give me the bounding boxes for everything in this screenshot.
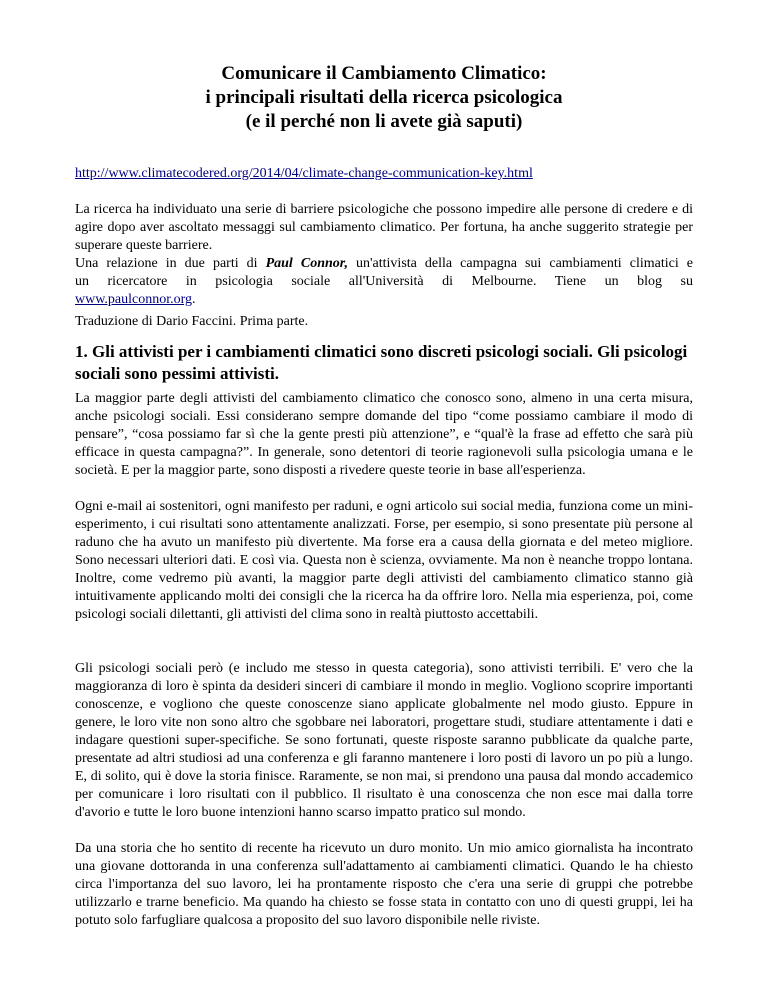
title-line-2: i principali risultati della ricerca psicologica — [205, 87, 563, 108]
author-name: Paul Connor, — [265, 256, 348, 271]
section-1-paragraph-4: Da una storia che ho sentito di recente ha ricevuto un duro monito. Un mio amico giornalista ha incontrato una giovane dottoranda in una conferenza sull'adattamento ai cambiamenti climatici. Quando le ha chiesto circa l'importanza del suo lavoro, lei ha prontamente risposto che c'era una serie di gruppi che potrebbe utilizzarlo e trarne beneficio. Ma quando ha chiesto se fosse stata in contatto con uno di questi gruppi, lei ha potuto solo farfugliare qualcosa a proposito del suo lavoro disponibile nelle riviste. — [75, 841, 693, 928]
document-title — [75, 62, 693, 134]
author-line-prefix: Una relazione in due parti di — [75, 256, 266, 271]
section-1-paragraph-1: La maggior parte degli attivisti del cambiamento climatico che conosco sono, almeno in una certa misura, anche psicologi sociali. Essi considerano sempre domande del tipo “come possiamo cambiare il modo di pensare”, “cosa possiamo far sì che la gente presti più attenzione”, e “qual'è la frase ad effetto che sarà più efficace in questa campagna?”. In generale, sono detentori di teorie ragionevoli sulla psicologia umana e le società. E per la maggior parte, sono disposti a rivedere queste teorie in base all'esperienza. — [75, 391, 693, 478]
author-line-suffix: un'attivista della campagna sui cambiamenti climatici e — [347, 256, 693, 271]
author-line — [75, 255, 693, 273]
intro-block — [75, 201, 693, 309]
blog-line — [75, 291, 693, 309]
researcher-line: un ricercatore in psicologia sociale all'Università di Melbourne. Tiene un blog su — [75, 274, 693, 289]
blog-line-suffix: . — [192, 292, 196, 307]
title-line-3: (e il perché non li avete già saputi) — [245, 111, 523, 132]
translation-note: Traduzione di Dario Faccini. Prima parte. — [75, 314, 309, 329]
section-1-heading: 1. Gli attivisti per i cambiamenti climatici sono discreti psicologi sociali. Gli psicologi sociali sono pessimi attivisti. — [75, 342, 688, 383]
section-1-paragraph-2: Ogni e-mail ai sostenitori, ogni manifesto per raduni, e ogni articolo sui social media, funziona come un mini-esperimento, i cui risultati sono attentamente analizzati. Forse, per esempio, si sono presentate più persone al raduno che ha avuto un manifesto più divertente. Ma forse era a causa della giornata e del meteo migliore. Sono necessari ulteriori dati. E così via. Questa non è scienza, ovviamente. Ma non è neanche troppo lontana. Inoltre, come vedremo più avanti, la maggior parte degli attivisti del cambiamento climatico stanno già intuitivamente applicando molti dei consigli che la ricerca ha da offrire loro. Nella mia esperienza, poi, come psicologi sociali dilettanti, gli attivisti del clima sono in realtà piuttosto accettabili. — [75, 499, 693, 622]
source-link[interactable]: http://www.climatecodered.org/2014/04/climate-change-communication-key.html — [75, 166, 533, 181]
title-line-1: Comunicare il Cambiamento Climatico: — [221, 63, 547, 84]
source-link-paragraph — [75, 165, 693, 183]
blog-link[interactable]: www.paulconnor.org — [75, 292, 193, 307]
section-1-paragraph-3: Gli psicologi sociali però (e includo me stesso in questa categoria), sono attivisti terribili. E' vero che la maggioranza di loro è spinta da desideri sinceri di cambiare il mondo in meglio. Vogliono scoprire importanti conoscenze, e vogliono che queste conoscenze siano applicate globalmente nel modo giusto. Eppure in genere, le loro vite non sono altro che sgobbare nei laboratori, progettare studi, studiare attentamente i dati e indagare questioni super-specifiche. Se sono fortunati, queste risposte saranno pubblicate da qualche parte, presentate ad altri studiosi ad una conferenza e gli faranno mantenere i loro posti di lavoro un po più a lungo. E, di solito, qui è dove la storia finisce. Raramente, se non mai, si prendono una pausa dal mondo accademico per comunicare i loro risultati con il pubblico. Il risultato è una conoscenza che non esce mai dalla torre d'avorio e tutte le loro buone intenzioni hanno scarso impatto pratico sul mondo. — [75, 661, 693, 820]
intro-paragraph: La ricerca ha individuato una serie di barriere psicologiche che possono impedire alle persone di credere e di agire dopo aver ascoltato messaggi sul cambiamento climatico. Per fortuna, ha anche suggerito strategie per superare queste barriere. — [75, 202, 693, 253]
